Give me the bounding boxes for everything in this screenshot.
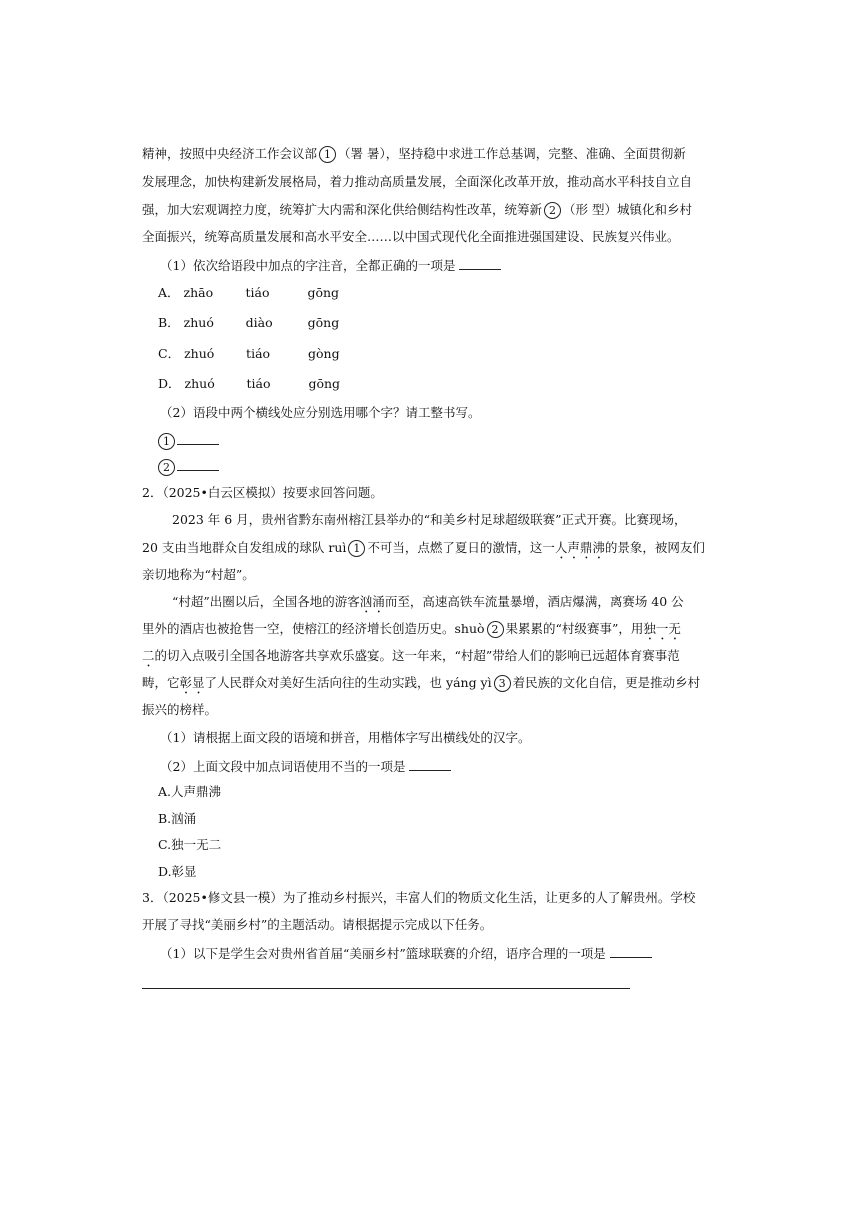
text: （1）请根据上面文段的语境和拼音，用楷体字写出横线处的汉字。: [160, 730, 531, 745]
passage1-line3: [142, 202, 692, 219]
text: 的切入点吸引全国各地游客共享欢乐盛宴。这一年来，“村超”带给人们的影响已远超体育赛事范: [154, 648, 680, 663]
q2-para2-line3: [142, 648, 680, 670]
emphasized-phrase: 汹涌: [359, 594, 385, 609]
emphasized-phrase: 二: [142, 648, 155, 663]
pinyin: zhuó: [184, 346, 215, 361]
pinyin: gōng: [307, 285, 340, 300]
blank-marker-1: 1: [348, 540, 365, 557]
text: （1）以下是学生会对贵州省首届“美丽乡村”篮球联赛的介绍，语序合理的一项是: [160, 946, 606, 961]
text: 开展了寻找“美丽乡村”的主题活动。请根据提示完成以下任务。: [142, 917, 493, 932]
emphasized-phrase: 独一无: [643, 621, 681, 636]
text: 了人民群众对美好生活向往的生动实践，也 yáng yì: [204, 675, 492, 690]
option-text: A.人声鼎沸: [158, 784, 222, 799]
text: 强，加大宏观调控力度，统筹扩大内需和深化供给侧结构性改革，统筹新: [142, 202, 543, 217]
question-3-header-line1: [142, 890, 695, 906]
text: 不可当，点燃了夏日的激情，这一: [367, 540, 555, 555]
blank-marker-2: 2: [487, 621, 504, 638]
text: 而至，高速高铁车流量暴增，酒店爆满，离赛场 40 公: [384, 594, 684, 609]
q2-para2-line1: [172, 594, 684, 616]
answer-line-1[interactable]: [158, 432, 219, 450]
text: （1）依次给语段中加点的字注音，全都正确的一项是: [160, 258, 456, 273]
pinyin: tiáo: [246, 376, 271, 391]
pinyin: gōng: [307, 315, 340, 330]
answer-line-2[interactable]: [158, 458, 219, 476]
text: 20 支由当地群众自发组成的球队 ruì: [142, 540, 347, 555]
option-label: B．: [158, 315, 180, 330]
pinyin: diào: [245, 315, 273, 330]
q2-option-a[interactable]: [158, 784, 221, 800]
text: 2023 年 6 月，贵州省黔东南州榕江县举办的“和美乡村足球超级联赛”正式开赛。比赛现场，: [172, 512, 687, 527]
text: 亲切地称为“村超”。: [142, 567, 255, 582]
q2-option-b[interactable]: [158, 811, 196, 827]
answer-blank[interactable]: [610, 945, 652, 958]
pinyin: zhāo: [183, 285, 214, 300]
passage1-line1: [142, 146, 686, 163]
blank-marker-3: 3: [494, 675, 511, 692]
q2-para2-line5: [142, 702, 217, 718]
pinyin: zhuó: [184, 376, 215, 391]
emphasized-phrase: 人声鼎沸: [554, 540, 605, 555]
option-a[interactable]: [158, 285, 339, 301]
option-text: C.独一无二: [158, 837, 222, 852]
option-label: D．: [158, 376, 181, 391]
q2-para1-line1: [172, 512, 686, 528]
blank-marker-2: 2: [544, 202, 561, 219]
q2-para1-line3: [142, 567, 255, 583]
text: （2）上面文段中加点词语使用不当的一项是: [160, 759, 406, 774]
option-label: A．: [158, 285, 180, 300]
q2-option-c[interactable]: [158, 837, 221, 853]
question-3-header-line2: [142, 917, 492, 933]
q2-para2-line4: [142, 675, 700, 697]
text: 里外的酒店也被抢售一空，使榕江的经济增长创造历史。shuò: [142, 621, 485, 636]
emphasized-phrase: 彰显: [179, 675, 205, 690]
text: 3．（2025•修文县一模）为了推动乡村振兴，丰富人们的物质文化生活，让更多的人了解贵州。学校: [142, 890, 696, 905]
text: 2．（2025•白云区模拟）按要求回答问题。: [142, 485, 383, 500]
text: 着民族的文化自信，更是推动乡村: [512, 675, 701, 690]
blank-marker-1: 1: [319, 146, 336, 163]
option-text: D.彰显: [158, 864, 197, 879]
text: 果累累的“村级赛事”，用: [505, 621, 644, 636]
q2-para2-line2: [142, 621, 681, 643]
answer-blank[interactable]: [409, 758, 451, 771]
q2-option-d[interactable]: [158, 864, 197, 880]
question-2-2-stem: [160, 758, 451, 775]
option-text: B.汹涌: [158, 811, 197, 826]
passage1-line2: [142, 174, 692, 190]
text: （2）语段中两个横线处应分别选用哪个字？请工整书写。: [160, 405, 481, 420]
question-3-1-stem: [160, 945, 652, 962]
text: 的景象，被网友们: [604, 540, 705, 555]
text: 振兴的榜样。: [142, 702, 218, 717]
option-b[interactable]: [158, 315, 339, 331]
pinyin: tiáo: [245, 285, 270, 300]
passage1-line4: [142, 229, 680, 245]
text: “村超”出圈以后，全国各地的游客: [172, 594, 360, 609]
blank-marker-2: 2: [158, 459, 175, 476]
question-2-header: [142, 485, 383, 501]
pinyin: gòng: [308, 346, 340, 361]
text: 全面振兴，统筹高质量发展和高水平安全……以中国式现代化全面推进强国建设、民族复兴伟业。: [142, 229, 680, 244]
pinyin: tiáo: [246, 346, 271, 361]
text: 精神，按照中央经济工作会议部: [142, 146, 318, 161]
text: （形 型）城镇化和乡村: [563, 202, 692, 217]
option-c[interactable]: [158, 346, 340, 362]
footer-divider: [142, 988, 630, 989]
option-label: C．: [158, 346, 181, 361]
answer-blank[interactable]: [177, 458, 219, 471]
pinyin: gōng: [308, 376, 341, 391]
pinyin: zhuó: [183, 315, 214, 330]
option-d[interactable]: [158, 376, 340, 392]
answer-blank[interactable]: [459, 257, 501, 270]
answer-blank[interactable]: [177, 432, 219, 445]
text: （署 暑），坚持稳中求进工作总基调，完整、准确、全面贯彻新: [338, 146, 686, 161]
blank-marker-1: 1: [158, 433, 175, 450]
text: 发展理念，加快构建新发展格局，着力推动高质量发展，全面深化改革开放，推动高水平科技自立自: [142, 174, 693, 189]
question-1-2-stem: [160, 405, 480, 421]
text: 畴，它: [142, 675, 180, 690]
q2-para1-line2: [142, 540, 705, 562]
question-1-1-stem: [160, 257, 501, 274]
question-2-1-stem: [160, 730, 530, 746]
